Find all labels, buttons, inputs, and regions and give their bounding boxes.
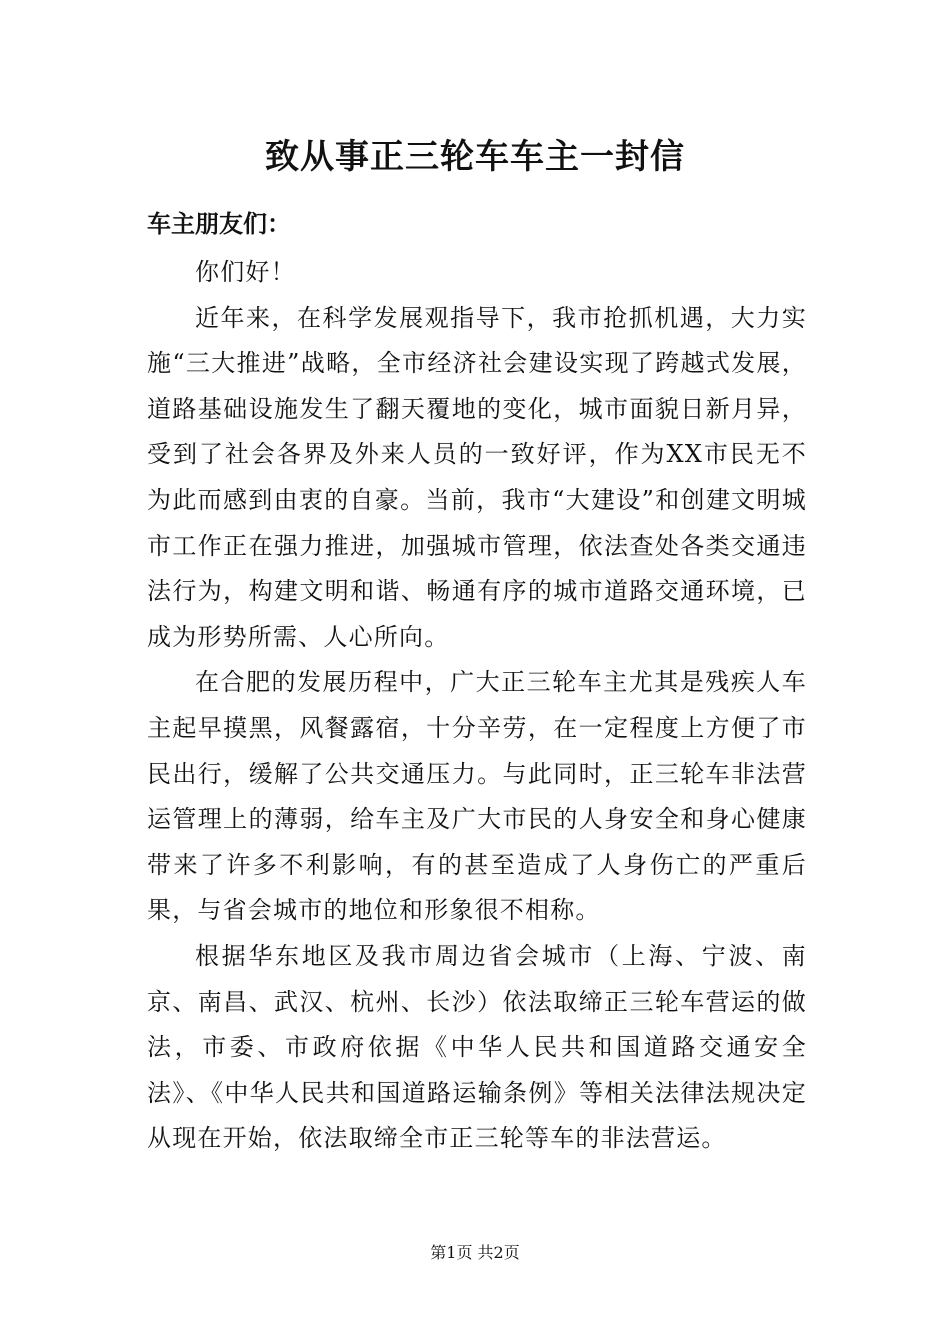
paragraph-greeting: 你们好！	[195, 258, 296, 286]
paragraph-decision: 根据华东地区及我市周边省会城市（上海、宁波、南京、南昌、武汉、杭州、长沙）依法取缔正三轮车营运的做法，市委、市政府依据《中华人民共和国道路交通安全法》、《中华人民共和国道路运输条例》等相关法律法规决定从现在开始，依法取缔全市正三轮等车的非法营运。	[147, 941, 807, 1153]
page-number: 第1页 共2页	[430, 1243, 520, 1262]
salutation: 车主朋友们：	[147, 209, 291, 238]
letter-body	[147, 250, 807, 1162]
paragraph-development: 近年来，在科学发展观指导下，我市抢抓机遇，大力实施“三大推进”战略，全市经济社会建设实现了跨越式发展，道路基础设施发生了翻天覆地的变化，城市面貌日新月异，受到了社会各界及外来人员的一致好评，作为XX市民无不为此而感到由衷的自豪。当前，我市“大建设”和创建文明城市工作正在强力推进，加强城市管理，依法查处各类交通违法行为，构建文明和谐、畅通有序的城市道路交通环境，已成为形势所需、人心所向。	[147, 303, 807, 651]
document-title: 致从事正三轮车车主一封信	[265, 137, 685, 177]
paragraph-history: 在合肥的发展历程中，广大正三轮车主尤其是残疾人车主起早摸黑，风餐露宿，十分辛劳，在一定程度上方便了市民出行，缓解了公共交通压力。与此同时，正三轮车非法营运管理上的薄弱，给车主及广大市民的人身安全和身心健康带来了许多不利影响，有的甚至造成了人身伤亡的严重后果，与省会城市的地位和形象很不相称。	[147, 668, 807, 925]
